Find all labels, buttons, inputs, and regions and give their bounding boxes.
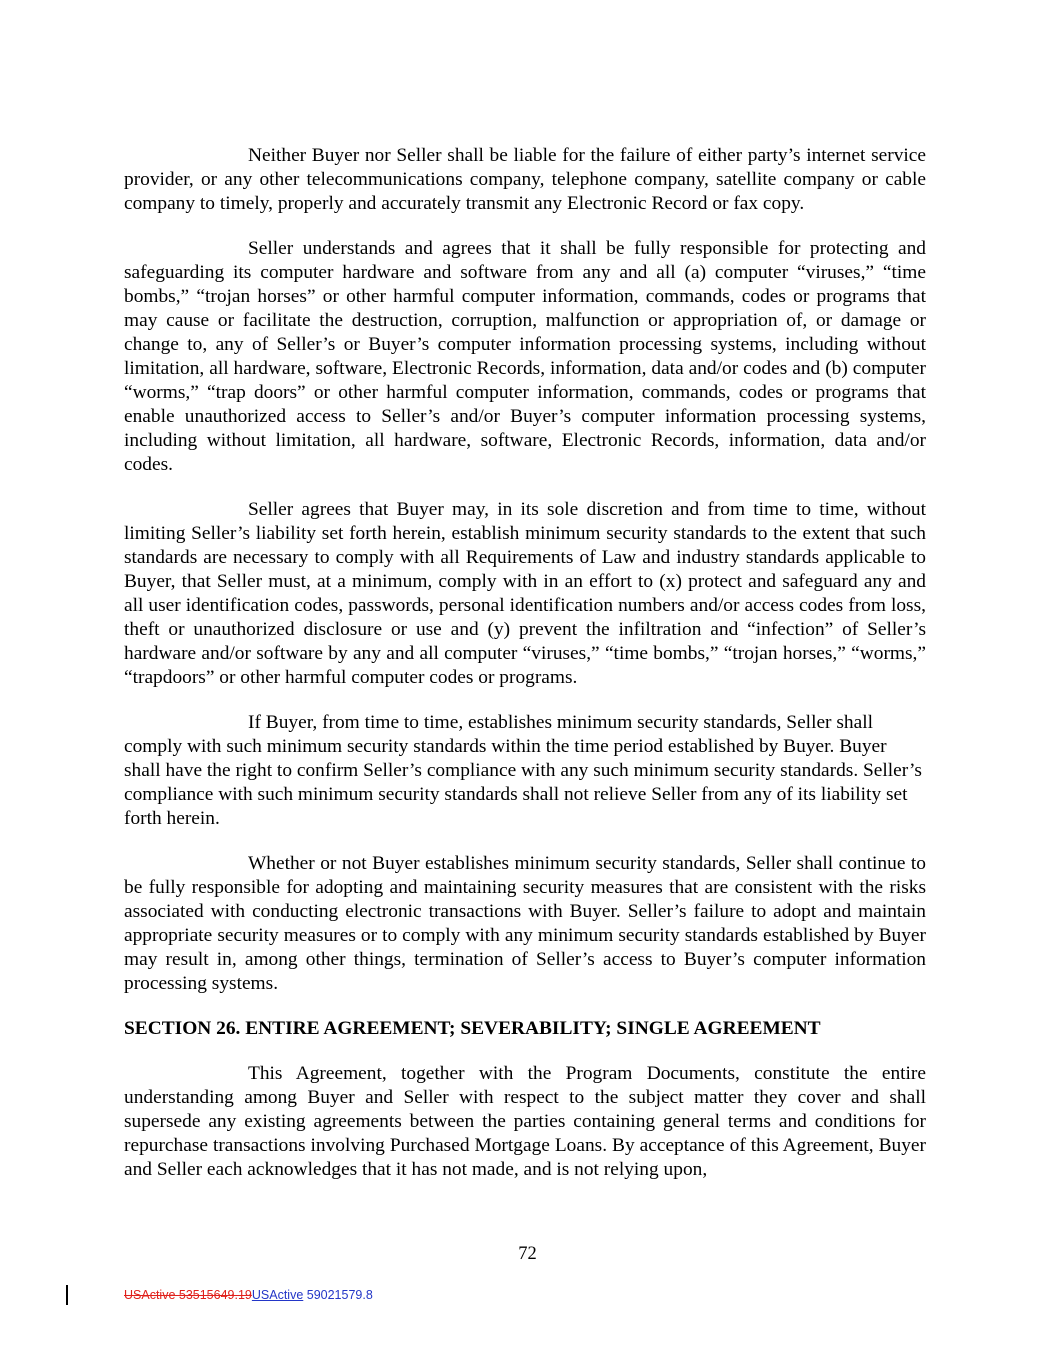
footer-deleted-id: USActive 53515649.19 — [124, 1288, 252, 1302]
footer-document-id — [124, 1288, 373, 1303]
document-body — [124, 144, 926, 1182]
paragraph-entire-agreement: This Agreement, together with the Program Documents, constitute the entire understanding among Buyer and Seller with respect to the subject matter they cover and shall supersede any existing agreements between the parties containing general terms and conditions for repurchase transactions involving Purchased Mortgage Loans. By acceptance of this Agreement, Buyer and Seller each acknowledges that it has not made, and is not relying upon, — [124, 1063, 926, 1180]
footer-doc-number: 59021579.8 — [303, 1288, 373, 1302]
change-bar — [66, 1285, 68, 1305]
paragraph-security-measures: Whether or not Buyer establishes minimum security standards, Seller shall continue to be fully responsible for adopting and maintaining security measures that are consistent with the risks associated with conducting electronic transactions with Buyer. Seller’s failure to adopt and maintain appropriate security measures or to comply with any minimum security standards established by Buyer may result in, among other things, termination of Seller’s access to Buyer’s computer information processing systems. — [124, 853, 926, 994]
paragraph-compliance: If Buyer, from time to time, establishes minimum security standards, Seller shall comply with such minimum security standards within the time period established by Buyer. Buyer shall have the right to confirm Seller’s compliance with any such minimum security standards. Seller’s compliance with such minimum security standards shall not relieve Seller from any of its liability set forth herein. — [124, 712, 922, 829]
paragraph-isp-liability: Neither Buyer nor Seller shall be liable for the failure of either party’s internet service provider, or any other telecommunications company, telephone company, satellite company or cable company to timely, properly and accurately transmit any Electronic Record or fax copy. — [124, 145, 926, 214]
footer-inserted-id: USActive — [251, 1288, 304, 1302]
page-number: 72 — [518, 1244, 537, 1264]
paragraph-seller-responsibility: Seller understands and agrees that it shall be fully responsible for protecting and safeguarding its computer hardware and software from any and all (a) computer “viruses,” “time bombs,” “trojan horses” or other harmful computer information, commands, codes or programs that may cause or facilitate the destruction, corruption, malfunction or appropriation of, or damage or change to, any of Seller’s or Buyer’s computer information processing systems, including without limitation, all hardware, software, Electronic Records, information, data and/or codes and (b) computer “worms,” “trap doors” or other harmful computer information, commands, codes or programs that enable unauthorized access to Seller’s and/or Buyer’s computer information processing systems, including without limitation, all hardware, software, Electronic Records, information, data and/or codes. — [124, 238, 926, 475]
section-heading: SECTION 26. ENTIRE AGREEMENT; SEVERABILITY; SINGLE AGREEMENT — [124, 1018, 821, 1039]
paragraph-security-standards: Seller agrees that Buyer may, in its sole discretion and from time to time, without limiting Seller’s liability set forth herein, establish minimum security standards to the extent that such standards are necessary to comply with all Requirements of Law and industry standards applicable to Buyer, that Seller must, at a minimum, comply with in an effort to (x) protect and safeguard any and all user identification codes, passwords, personal identification numbers and/or access codes from loss, theft or unauthorized disclosure or use and (y) prevent the infiltration and “infection” of Seller’s hardware and/or software by any and all computer “viruses,” “time bombs,” “trojan horses,” “worms,” “trapdoors” or other harmful computer codes or programs. — [124, 499, 926, 688]
